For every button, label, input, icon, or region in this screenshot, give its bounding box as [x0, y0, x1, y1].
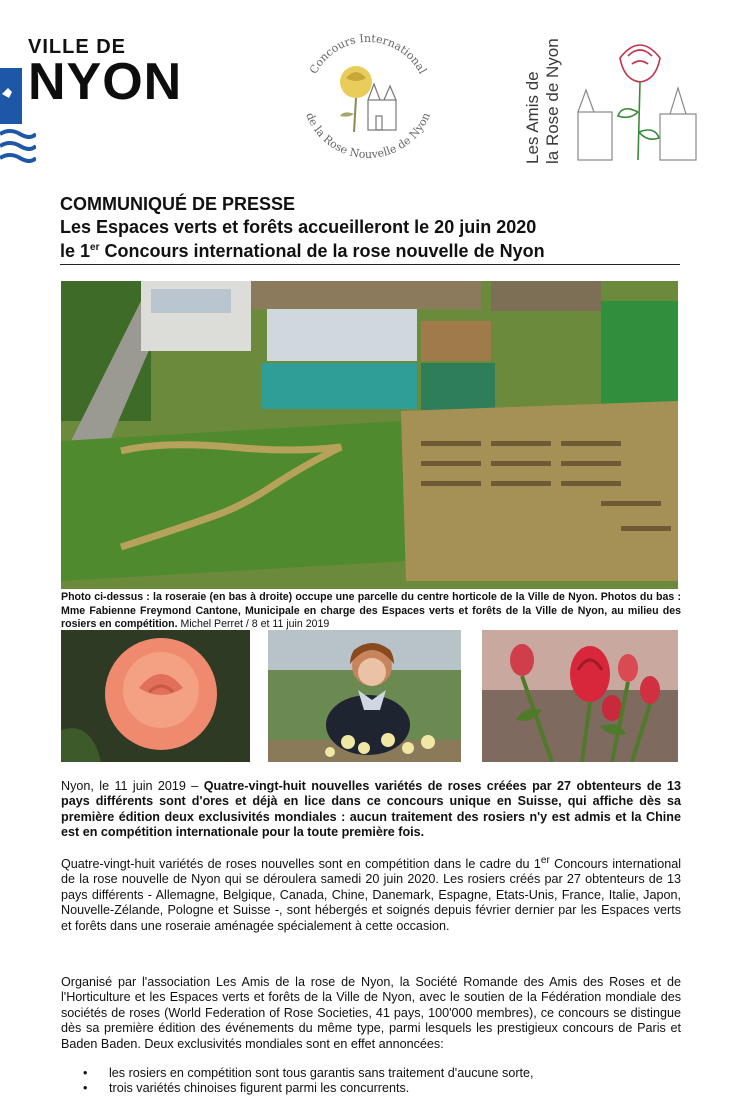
dateline: Nyon, le 11 juin 2019 – [61, 779, 204, 793]
headline-line2-rest: Concours international de la rose nouvelle de Nyon [99, 241, 545, 261]
ville-de-nyon-logo [0, 28, 210, 138]
amis-rose-nyon-logo [520, 22, 720, 172]
concours-top-arc: Concours International [307, 31, 430, 77]
yellow-rose-icon [340, 66, 372, 132]
p2-sup: er [540, 854, 550, 866]
lead-text: Quatre-vingt-huit nouvelles variétés de roses créées par 27 obtenteurs de 13 pays différents sont d'ores et déjà en lice dans ce concours unique en Suisse, qui affiche dès sa première édition deux exclusivités mondiales : aucun traitement des rosiers n'y est admis et la Chine est en compétition internationale pour la toute première fois. [61, 779, 681, 840]
photo-red-rose-buds [482, 630, 678, 762]
aerial-photo-horticultural-centre [61, 281, 678, 589]
p2-part-b: Concours international de la rose nouvelle de Nyon qui se déroulera samedi 20 juin 2020. Les rosiers créés par 27 obtenteurs de 13 pays différents - Allemagne, Belgique, Canada, Chine, Danemark, Espagne, Etats-Unis, France, Italie, Japon, Nouvelle-Zélande, Pologne et Suisse -, sont hébergés et soignés depuis février dernier par les Espaces verts et forêts dans une roseraie aménagée spécialement à cette occasion. [61, 857, 681, 933]
exclusivities-list [61, 1066, 681, 1097]
headline-line2-prefix: le 1 [60, 241, 91, 261]
red-rose-outline-icon [620, 45, 660, 82]
amis-logo-graphic [520, 22, 720, 172]
press-release-header [60, 193, 680, 263]
castle-icon [368, 84, 396, 130]
p2-part-a: Quatre-vingt-huit variétés de roses nouvelles sont en compétition dans le cadre du 1 [61, 857, 541, 871]
headline-line2 [60, 239, 680, 263]
header-divider [60, 264, 680, 265]
photo-credit: Michel Perret / 8 et 11 juin 2019 [177, 618, 330, 630]
amis-line1: Les Amis de [523, 71, 542, 164]
headline-line1: Les Espaces verts et forêts accueilleront le 20 juin 2020 [60, 217, 537, 237]
caption-text: Photo ci-dessus : la roseraie (en bas à droite) occupe une parcelle du centre horticole de la Ville de Nyon. Photos du bas : Mme Fabienne Freymond Cantone, Municipale en charge des Espaces verts et forêts de la Ville de Nyon, au milieu des rosiers en compétition. [61, 591, 681, 630]
amis-line2: la Rose de Nyon [543, 38, 562, 164]
body-paragraph-lead [61, 779, 681, 841]
photo-orange-rose [61, 630, 250, 762]
body-paragraph-3: Organisé par l'association Les Amis de la rose de Nyon, la Société Romande des Amis des Roses et de l'Horticulture et les Espaces verts et forêts de la Ville de Nyon, avec le soutien de la Fédération mondiale des sociétés de roses (World Federation of Rose Societies, 41 pays, 100'000 membres), ce concours se distingue dès sa première édition des événements du même type, parmi lesquels les prestigieux concours de Paris et Baden Baden. Deux exclusivités mondiales sont en effet annoncées: [61, 975, 681, 1051]
photo-municipal-among-roses [268, 630, 461, 762]
logo-ville-de: VILLE DE [28, 36, 127, 58]
logo-nyon-text: NYON [28, 53, 183, 111]
body-paragraph-2 [61, 854, 681, 934]
list-item: • les rosiers en compétition sont tous garantis sans traitement d'aucune sorte, [61, 1066, 681, 1081]
photo-caption [61, 591, 681, 632]
concours-bottom-arc: de la Rose Nouvelle de Nyon [303, 110, 433, 162]
communique-kicker: COMMUNIQUÉ DE PRESSE [60, 194, 296, 214]
concours-international-logo [288, 20, 448, 170]
amis-castle-icon [578, 88, 696, 160]
headline-line2-sup: er [90, 242, 100, 253]
rose-stem-icon [618, 82, 659, 160]
list-item: • trois variétés chinoises figurent parmi les concurrents. [61, 1081, 681, 1096]
